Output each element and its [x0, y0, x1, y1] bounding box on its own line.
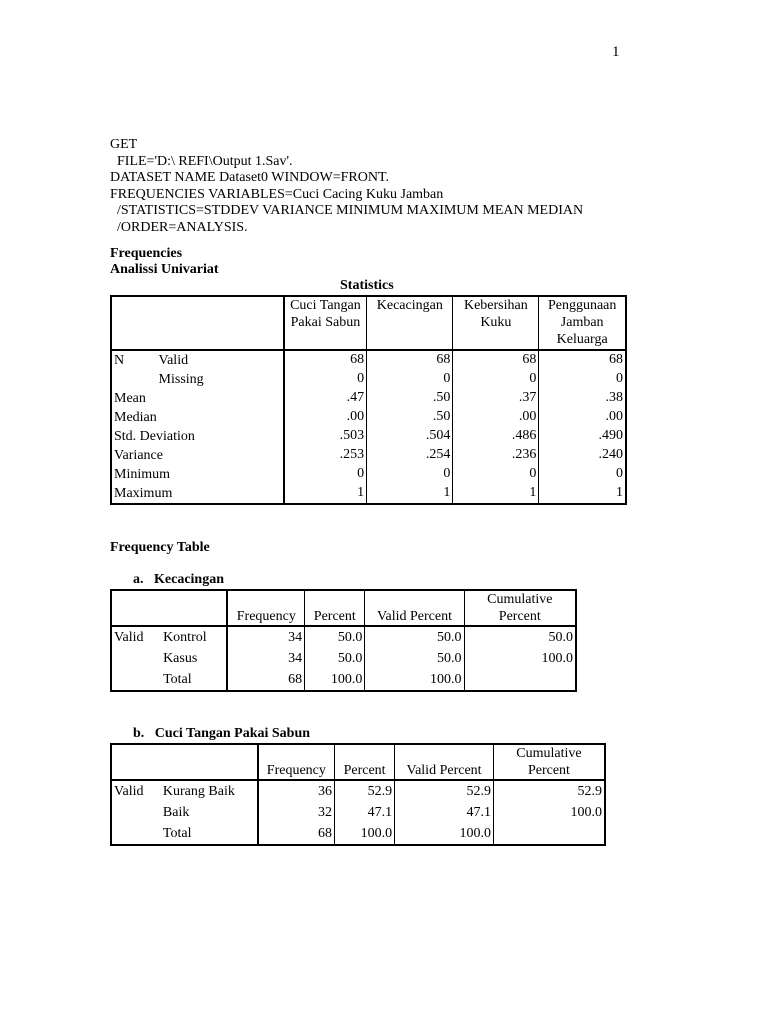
column-header: Penggunaan Jamban Keluarga	[539, 296, 626, 350]
row-label: Kasus	[161, 648, 227, 669]
column-header: Kecacingan	[367, 296, 453, 350]
heading-table-a: a. Kecacingan	[133, 572, 224, 587]
column-header: Cumulative Percent	[493, 744, 605, 780]
cell: 1	[367, 484, 453, 504]
cell: 68	[258, 823, 335, 845]
table-row	[111, 350, 626, 370]
cell: 100.0	[570, 805, 602, 820]
table-row	[111, 823, 605, 845]
cell: 0	[367, 370, 453, 389]
table-header-row	[111, 590, 576, 626]
table-row	[111, 370, 626, 389]
syntax-line: DATASET NAME Dataset0 WINDOW=FRONT.	[110, 170, 389, 185]
table-row	[111, 484, 626, 504]
header-corner	[111, 744, 258, 780]
cell: .37	[453, 389, 539, 408]
row-group-label	[111, 802, 161, 823]
cell: .50	[367, 408, 453, 427]
table-row	[111, 465, 626, 484]
row-label: Std. Deviation	[111, 427, 284, 446]
column-header: Percent	[305, 590, 365, 626]
cell: .503	[284, 427, 367, 446]
cell: 50.0	[365, 626, 464, 648]
table-row	[111, 446, 626, 465]
column-header: Frequency	[258, 744, 335, 780]
column-header: Kebersihan Kuku	[453, 296, 539, 350]
cell: .38	[605, 390, 623, 405]
table-row	[111, 669, 576, 691]
frequency-table-kecacingan	[110, 589, 577, 692]
syntax-line: FREQUENCIES VARIABLES=Cuci Cacing Kuku Jamban	[110, 186, 444, 202]
syntax-line: /ORDER=ANALYSIS.	[110, 219, 248, 235]
table-row	[111, 780, 605, 802]
cell: 0	[616, 371, 623, 386]
heading-analysis: Analissi Univariat	[110, 262, 219, 277]
table-header-row	[111, 296, 626, 350]
cell: 0	[453, 370, 539, 389]
cell	[493, 823, 605, 845]
cell: .50	[367, 389, 453, 408]
column-header: Percent	[335, 744, 395, 780]
cell: 68	[227, 669, 304, 691]
column-header: Cumulative Percent	[464, 590, 576, 626]
cell: 68	[367, 350, 453, 370]
cell: 34	[227, 626, 304, 648]
cell: 100.0	[541, 651, 573, 666]
table-row	[111, 802, 605, 823]
cell: .504	[367, 427, 453, 446]
cell: 100.0	[305, 669, 365, 691]
table-row	[111, 626, 576, 648]
heading-statistics: Statistics	[340, 278, 394, 293]
cell: 0	[367, 465, 453, 484]
row-group-label: Valid	[114, 630, 144, 645]
cell: .00	[453, 408, 539, 427]
row-label: Total	[161, 823, 258, 845]
header-corner	[111, 296, 284, 350]
frequency-table-cuci-tangan	[110, 743, 606, 846]
cell: 0	[453, 465, 539, 484]
row-sublabel: Valid	[157, 350, 284, 370]
cell	[464, 669, 576, 691]
row-label: Kontrol	[161, 626, 227, 648]
cell: .490	[598, 428, 623, 443]
column-header: Frequency	[227, 590, 304, 626]
cell: 68	[284, 350, 367, 370]
row-label: Baik	[161, 802, 258, 823]
cell: 0	[284, 370, 367, 389]
syntax-line: GET	[110, 137, 138, 152]
page-number: 1	[612, 44, 620, 60]
cell: .486	[453, 427, 539, 446]
cell: 50.0	[365, 648, 464, 669]
statistics-table	[110, 295, 627, 505]
cell: 50.0	[305, 648, 365, 669]
cell: .254	[367, 446, 453, 465]
table-row	[111, 427, 626, 446]
cell: 52.9	[395, 780, 494, 802]
cell: 0	[616, 466, 623, 481]
cell: 100.0	[335, 823, 395, 845]
table-row	[111, 648, 576, 669]
column-header: Cuci Tangan Pakai Sabun	[284, 296, 367, 350]
cell: 68	[609, 352, 623, 367]
cell: .47	[284, 389, 367, 408]
syntax-block	[110, 137, 583, 236]
heading-table-b: b. Cuci Tangan Pakai Sabun	[133, 726, 311, 741]
row-label: Minimum	[111, 465, 284, 484]
table-header-row	[111, 744, 605, 780]
row-group-label	[111, 669, 161, 691]
row-label: Maximum	[111, 484, 284, 504]
table-row	[111, 408, 626, 427]
cell: 52.9	[577, 784, 602, 799]
syntax-line: /STATISTICS=STDDEV VARIANCE MINIMUM MAXIMUM MEAN MEDIAN	[110, 203, 584, 218]
cell: 1	[284, 484, 367, 504]
cell: .240	[598, 447, 623, 462]
cell: 1	[453, 484, 539, 504]
row-label: Mean	[111, 389, 284, 408]
row-label: N	[114, 353, 125, 368]
cell: 100.0	[395, 823, 494, 845]
cell: 47.1	[335, 802, 395, 823]
cell: 50.0	[548, 630, 573, 645]
row-label	[111, 370, 157, 389]
cell: 47.1	[395, 802, 494, 823]
header-corner	[111, 590, 227, 626]
cell: 100.0	[365, 669, 464, 691]
cell: .00	[284, 408, 367, 427]
column-header: Valid Percent	[365, 590, 464, 626]
row-label: Total	[161, 669, 227, 691]
row-group-label: Valid	[114, 784, 144, 799]
row-label: Variance	[111, 446, 284, 465]
cell: .236	[453, 446, 539, 465]
cell: 0	[284, 465, 367, 484]
heading-frequency-table: Frequency Table	[110, 540, 210, 555]
row-group-label	[111, 823, 161, 845]
row-group-label	[111, 648, 161, 669]
cell: 32	[258, 802, 335, 823]
cell: 68	[453, 350, 539, 370]
cell: .00	[605, 409, 623, 424]
column-header: Valid Percent	[395, 744, 494, 780]
cell: 36	[258, 780, 335, 802]
cell: 52.9	[335, 780, 395, 802]
row-sublabel: Missing	[157, 370, 284, 389]
cell: .253	[284, 446, 367, 465]
row-label: Kurang Baik	[161, 780, 258, 802]
row-label: Median	[111, 408, 284, 427]
cell: 34	[227, 648, 304, 669]
syntax-line: FILE='D:\ REFI\Output 1.Sav'.	[110, 153, 293, 169]
cell: 1	[616, 485, 623, 500]
table-row	[111, 389, 626, 408]
heading-frequencies: Frequencies	[110, 246, 183, 261]
cell: 50.0	[305, 626, 365, 648]
